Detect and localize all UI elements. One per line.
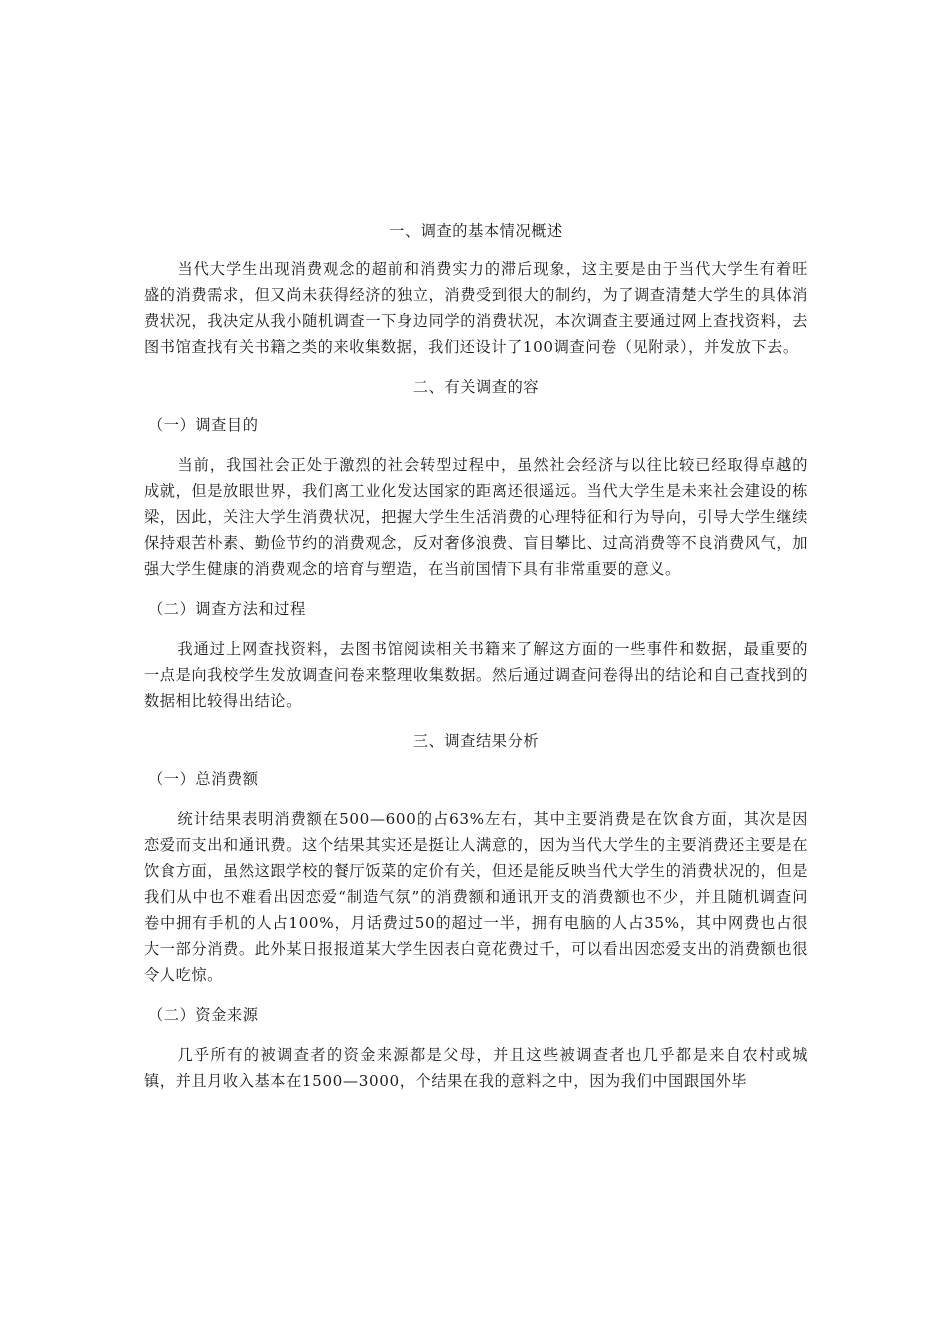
paragraph-survey-method: 我通过上网查找资料，去图书馆阅读相关书籍来了解这方面的一些事件和数据，最重要的一点是向我校学生发放调查问卷来整理收集数据。然后通过调查问卷得出的结论和自己查找到的数据相比较得出结论。	[144, 640, 808, 710]
subheading-survey-method: （二）调查方法和过程	[148, 600, 306, 618]
document-body	[144, 218, 808, 1108]
section-heading-overview: 一、调查的基本情况概述	[389, 222, 563, 240]
paragraph-funding-source: 几乎所有的被调查者的资金来源都是父母，并且这些被调查者也几乎都是来自农村或城镇，并且月收入基本在1500—3000，个结果在我的意料之中，因为我们中国跟国外毕	[144, 1046, 808, 1090]
subheading-funding-source: （二）资金来源	[148, 1006, 259, 1024]
section-heading-survey-content: 二、有关调查的容	[412, 378, 540, 396]
paragraph-survey-purpose: 当前，我国社会正处于激烈的社会转型过程中，虽然社会经济与以往比较已经取得卓越的成就，但是放眼世界，我们离工业化发达国家的距离还很遥远。当代大学生是未来社会建设的栋梁，因此，关注大学生消费状况，把握大学生生活消费的心理特征和行为导向，引导大学生继续保持艰苦朴素、勤俭节约的消费观念，反对奢侈浪费、盲目攀比、过高消费等不良消费风气，加强大学生健康的消费观念的培育与塑造，在当前国情下具有非常重要的意义。	[144, 456, 808, 578]
section-heading-results-analysis: 三、调查结果分析	[412, 732, 540, 750]
paragraph-total-consumption: 统计结果表明消费额在500—600的占63%左右，其中主要消费是在饮食方面，其次是因恋爱而支出和通讯费。这个结果其实还是挺让人满意的，因为当代大学生的主要消费还主要是在饮食方面，虽然这跟学校的餐厅饭菜的定价有关，但还是能反映当代大学生的消费状况的，但是我们从中也不难看出因恋爱“制造气氛”的消费额和通讯开支的消费额也不少，并且随机调查问卷中拥有手机的人占100%，月话费过50的超过一半，拥有电脑的人占35%，其中网费也占很大一部分消费。此外某日报报道某大学生因表白竟花费过千，可以看出因恋爱支出的消费额也很令人吃惊。	[144, 810, 808, 984]
subheading-total-consumption: （一）总消费额	[148, 770, 259, 788]
paragraph-overview: 当代大学生出现消费观念的超前和消费实力的滞后现象，这主要是由于当代大学生有着旺盛的消费需求，但又尚未获得经济的独立，消费受到很大的制约，为了调查清楚大学生的具体消费状况，我决定从我小随机调查一下身边同学的消费状况，本次调查主要通过网上查找资料，去图书馆查找有关书籍之类的来收集数据，我们还设计了100调查问卷（见附录），并发放下去。	[144, 260, 808, 356]
subheading-survey-purpose: （一）调查目的	[148, 416, 259, 434]
